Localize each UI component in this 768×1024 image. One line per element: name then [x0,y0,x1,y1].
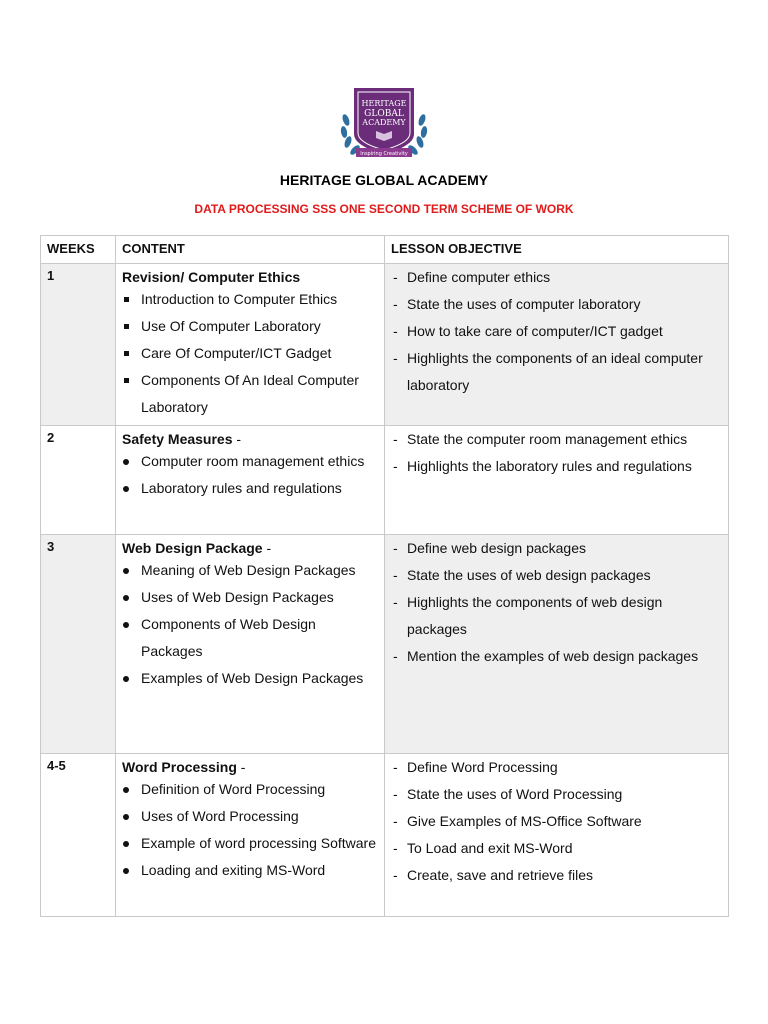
svg-text:Inspiring Creativity: Inspiring Creativity [360,151,408,157]
column-header-weeks: WEEKS [41,236,116,264]
week-cell: 3 [41,535,116,754]
svg-text:ACADEMY: ACADEMY [362,118,406,127]
list-item: Meaning of Web Design Packages [122,557,380,584]
list-item: - Define computer ethics [391,264,724,291]
list-item: Use Of Computer Laboratory [122,313,380,340]
list-item: - Define web design packages [391,535,724,562]
table-row [41,426,729,535]
list-item: - State the computer room management ethics [391,426,724,453]
topic-title: Safety Measures - [122,431,242,447]
list-item: - Give Examples of MS-Office Software [391,808,724,835]
objective-cell [385,754,729,917]
content-cell [116,754,385,917]
list-item: - State the uses of computer laboratory [391,291,724,318]
table-header-row [41,236,729,264]
school-name: HERITAGE GLOBAL ACADEMY [279,172,489,188]
school-crest-icon [336,84,432,162]
list-item: - Highlights the laboratory rules and regulations [391,453,724,480]
topic-title: Word Processing - [122,759,246,775]
list-item: - Highlights the components of web design packages [391,589,724,643]
objective-list [385,754,728,893]
list-item: Example of word processing Software [122,830,380,857]
week-cell: 1 [41,264,116,426]
topic-title: Revision/ Computer Ethics [122,269,301,285]
list-item: Definition of Word Processing [122,776,380,803]
list-item: Components of Web Design Packages [122,611,380,665]
content-cell [116,426,385,535]
list-item: - To Load and exit MS-Word [391,835,724,862]
document-subtitle: DATA PROCESSING SSS ONE SECOND TERM SCHEME OF WORK [194,202,574,216]
list-item: Computer room management ethics [122,448,380,475]
content-list [116,448,384,506]
objective-list [385,535,728,674]
list-item: - Mention the examples of web design packages [391,643,724,670]
list-item: - Create, save and retrieve files [391,862,724,889]
list-item: - Define Word Processing [391,754,724,781]
list-item: Loading and exiting MS-Word [122,857,380,884]
svg-text:GLOBAL: GLOBAL [364,109,404,119]
table-row [41,754,729,917]
list-item: Care Of Computer/ICT Gadget [122,340,380,367]
list-item: Uses of Word Processing [122,803,380,830]
objective-cell [385,426,729,535]
table-row [41,264,729,426]
column-header-content: CONTENT [116,236,385,264]
list-item: Uses of Web Design Packages [122,584,380,611]
content-list [116,557,384,696]
week-cell: 4-5 [41,754,116,917]
svg-text:HERITAGE: HERITAGE [361,99,407,108]
objective-list [385,264,728,403]
list-item: - State the uses of Word Processing [391,781,724,808]
list-item: Introduction to Computer Ethics [122,286,380,313]
list-item: - State the uses of web design packages [391,562,724,589]
school-logo [336,84,432,162]
scheme-of-work-table [40,235,729,917]
list-item: Examples of Web Design Packages [122,665,380,692]
topic-title: Web Design Package - [122,540,272,556]
content-cell [116,264,385,426]
week-cell: 2 [41,426,116,535]
list-item: Laboratory rules and regulations [122,475,380,502]
content-list [116,776,384,888]
column-header-objective: LESSON OBJECTIVE [385,236,729,264]
list-item: - Highlights the components of an ideal computer laboratory [391,345,724,399]
table-row [41,535,729,754]
objective-list [385,426,728,484]
list-item: - How to take care of computer/ICT gadget [391,318,724,345]
objective-cell [385,535,729,754]
objective-cell [385,264,729,426]
content-cell [116,535,385,754]
list-item: Components Of An Ideal Computer Laboratory [122,367,380,421]
content-list [116,286,384,425]
